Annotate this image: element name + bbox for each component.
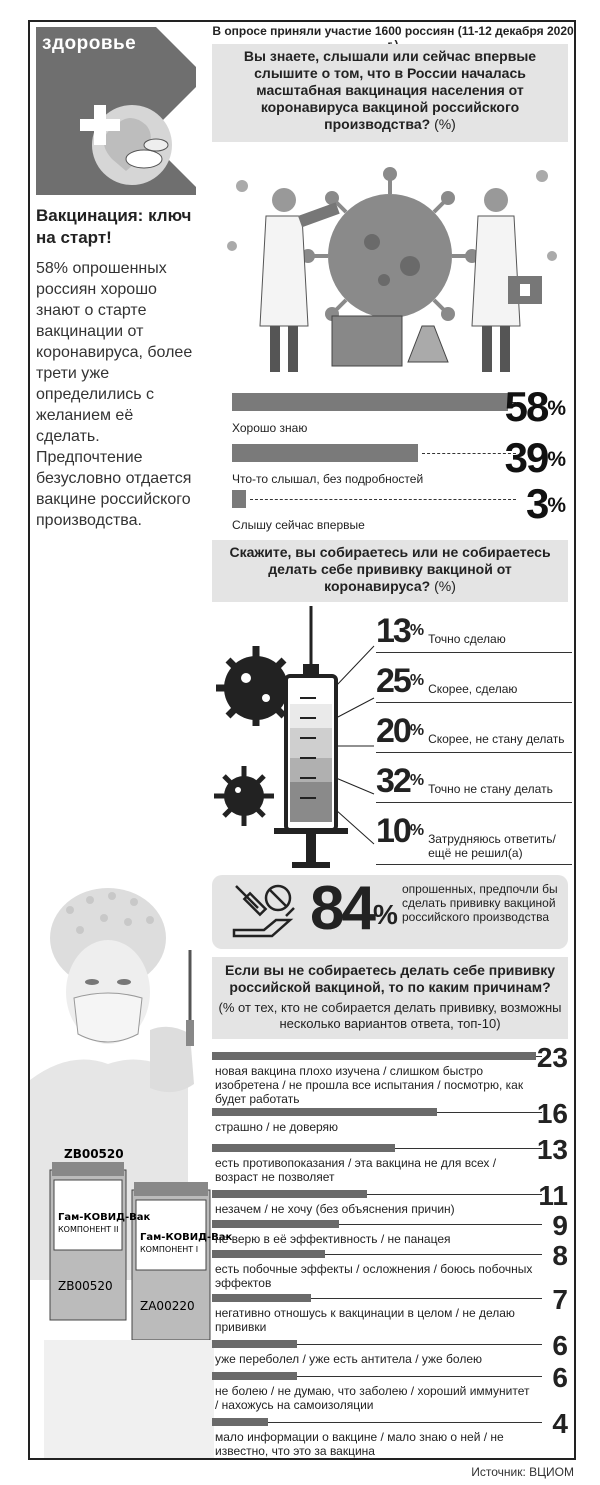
q3-bar: [212, 1418, 268, 1426]
q3-value-label: 6: [552, 1330, 568, 1361]
q1-unit: (%): [434, 116, 456, 132]
q3-bar: [212, 1052, 536, 1060]
q2-item: [376, 714, 572, 753]
q3-bar: [212, 1144, 395, 1152]
q3-category-label: новая вакцина плохо изучена / слишком быстро изобретена / не прошла все испытания / посмотрю, как будет работать: [215, 1064, 524, 1106]
section-logo: [36, 27, 196, 195]
q3-value-label: 23: [536, 1042, 568, 1073]
q1-bar: [232, 444, 418, 462]
q3-title: Если вы не собираетесь делать себе прививку российской вакциной, то по каким причинам?: [224, 962, 555, 995]
q2-unit: (%): [434, 578, 456, 594]
q3-value-label: 8: [552, 1240, 568, 1271]
q2-value-label: 32%: [376, 762, 425, 800]
source-note: Источник: ВЦИОМ: [471, 1465, 574, 1479]
q1-title-box: [212, 44, 568, 142]
coronavirus-doctors-illustration: [212, 146, 568, 382]
q3-category-label: страшно / не доверяю: [215, 1120, 339, 1134]
q2-title-box: [212, 540, 568, 602]
q1-title: Вы знаете, слышали или сейчас впервые слышите о том, что в России началась масштабная вакцинация населения от коронавируса вакциной российского производства?: [243, 48, 537, 132]
vial2-code: ZA00220: [140, 1299, 195, 1313]
q3-category-label: есть побочные эффекты / осложнения / боюсь побочных эффектов: [215, 1262, 533, 1290]
q3-value-label: 4: [552, 1408, 568, 1439]
q1-category-label: Что-то слышал, без подробностей: [232, 472, 424, 486]
vial1-component: КОМПОНЕНТ II: [58, 1225, 119, 1234]
q2-category-label: Точно сделаю: [428, 632, 506, 646]
q3-bar: [212, 1108, 437, 1116]
q3-value-label: 13: [536, 1134, 568, 1165]
vial1-label: Гам-КОВИД-Вак: [58, 1212, 151, 1223]
q3-bar: [212, 1372, 297, 1380]
q3-category-label: есть противопоказания / эта вакцина не для всех / возраст не позволяет: [215, 1156, 497, 1184]
q2-item: [376, 814, 572, 865]
q1-category-label: Слышу сейчас впервые: [232, 518, 365, 532]
health-emblem-icon: [36, 27, 196, 195]
q1-value-label: 58%: [504, 383, 566, 430]
q3-value-label: 11: [538, 1180, 568, 1211]
q2-value-label: 10%: [376, 812, 425, 850]
q1-value-label: 39%: [504, 434, 566, 481]
article-lead: 58% опрошенных россиян хорошо знают о старте вакцинации от коронавируса, более трети уже определились с желанием её сделать. Предпочтение безусловно отдается вакцине российского производства.: [36, 260, 193, 529]
q2-category-label: Точно не стану делать: [428, 782, 553, 796]
vial2-component: КОМПОНЕНТ I: [140, 1245, 199, 1254]
q2-item: [376, 614, 572, 653]
survey-note: В опросе приняли участие 1600 россиян (11-12 декабря 2020: [212, 24, 574, 38]
q2-category-label: Затрудняюсь ответить/ ещё не решил(а): [428, 832, 556, 860]
syringe-illustration: [214, 606, 374, 870]
vial1-code: ZB00520: [58, 1279, 113, 1293]
q2-value-label: 13%: [376, 612, 425, 650]
q3-value-label: 7: [552, 1284, 568, 1315]
q3-category-label: негативно отношусь к вакцинации в целом / не делаю прививки: [215, 1306, 515, 1334]
q3-bar: [212, 1250, 325, 1258]
vial1-cap-code: ZB00520: [64, 1147, 124, 1161]
vaccine-hand-icon: [228, 880, 302, 944]
q3-value-label: 9: [552, 1210, 568, 1241]
q2-value-label: 25%: [376, 662, 425, 700]
preference-percent: 84%: [310, 874, 398, 943]
q2-category-label: Скорее, не стану делать: [428, 732, 565, 746]
q3-value-label: 16: [536, 1098, 568, 1129]
nurse-with-vaccine-photo: [30, 870, 233, 1458]
q1-category-label: Хорошо знаю: [232, 421, 308, 435]
q3-bar: [212, 1190, 367, 1198]
q3-bar: [212, 1294, 311, 1302]
q3-bar: [212, 1220, 339, 1228]
q2-title: Скажите, вы собираетесь или не собираетесь делать себе прививку вакциной от коронавируса?: [229, 544, 551, 594]
q3-subtitle: (% от тех, кто не собирается делать прививку, возможны несколько вариантов ответа, топ-10): [218, 1000, 562, 1031]
q2-category-label: Скорее, сделаю: [428, 682, 518, 696]
q1-value-label: 3%: [525, 480, 566, 527]
q3-category-label: мало информации о вакцине / мало знаю о ней / не известно, что это за вакцина: [215, 1430, 504, 1458]
q3-category-label: уже переболел / уже есть антитела / уже болею: [215, 1352, 482, 1366]
q3-category-label: не верю в её эффективность / не панацея: [215, 1232, 451, 1246]
q1-bar: [232, 490, 246, 508]
q2-value-label: 20%: [376, 712, 425, 750]
q3-category-label: не болею / не думаю, что заболею / хороший иммунитет / нахожусь на самоизоляции: [215, 1384, 530, 1412]
q1-leader: [250, 499, 516, 500]
article-title: Вакцинация: ключ на старт!: [36, 206, 192, 247]
q1-bar: [232, 393, 508, 411]
q1-leader: [422, 453, 516, 454]
section-label: здоровье: [42, 33, 137, 54]
q3-category-label: незачем / не хочу (без объяснения причин): [215, 1202, 455, 1216]
preference-text: опрошенных, предпочли бы сделать прививку вакциной российского производства: [402, 882, 558, 924]
q2-item: [376, 764, 572, 803]
vial2-label: Гам-КОВИД-Вак: [140, 1232, 233, 1243]
q2-item: [376, 664, 572, 703]
q3-bar: [212, 1340, 297, 1348]
q3-value-label: 6: [552, 1362, 568, 1393]
